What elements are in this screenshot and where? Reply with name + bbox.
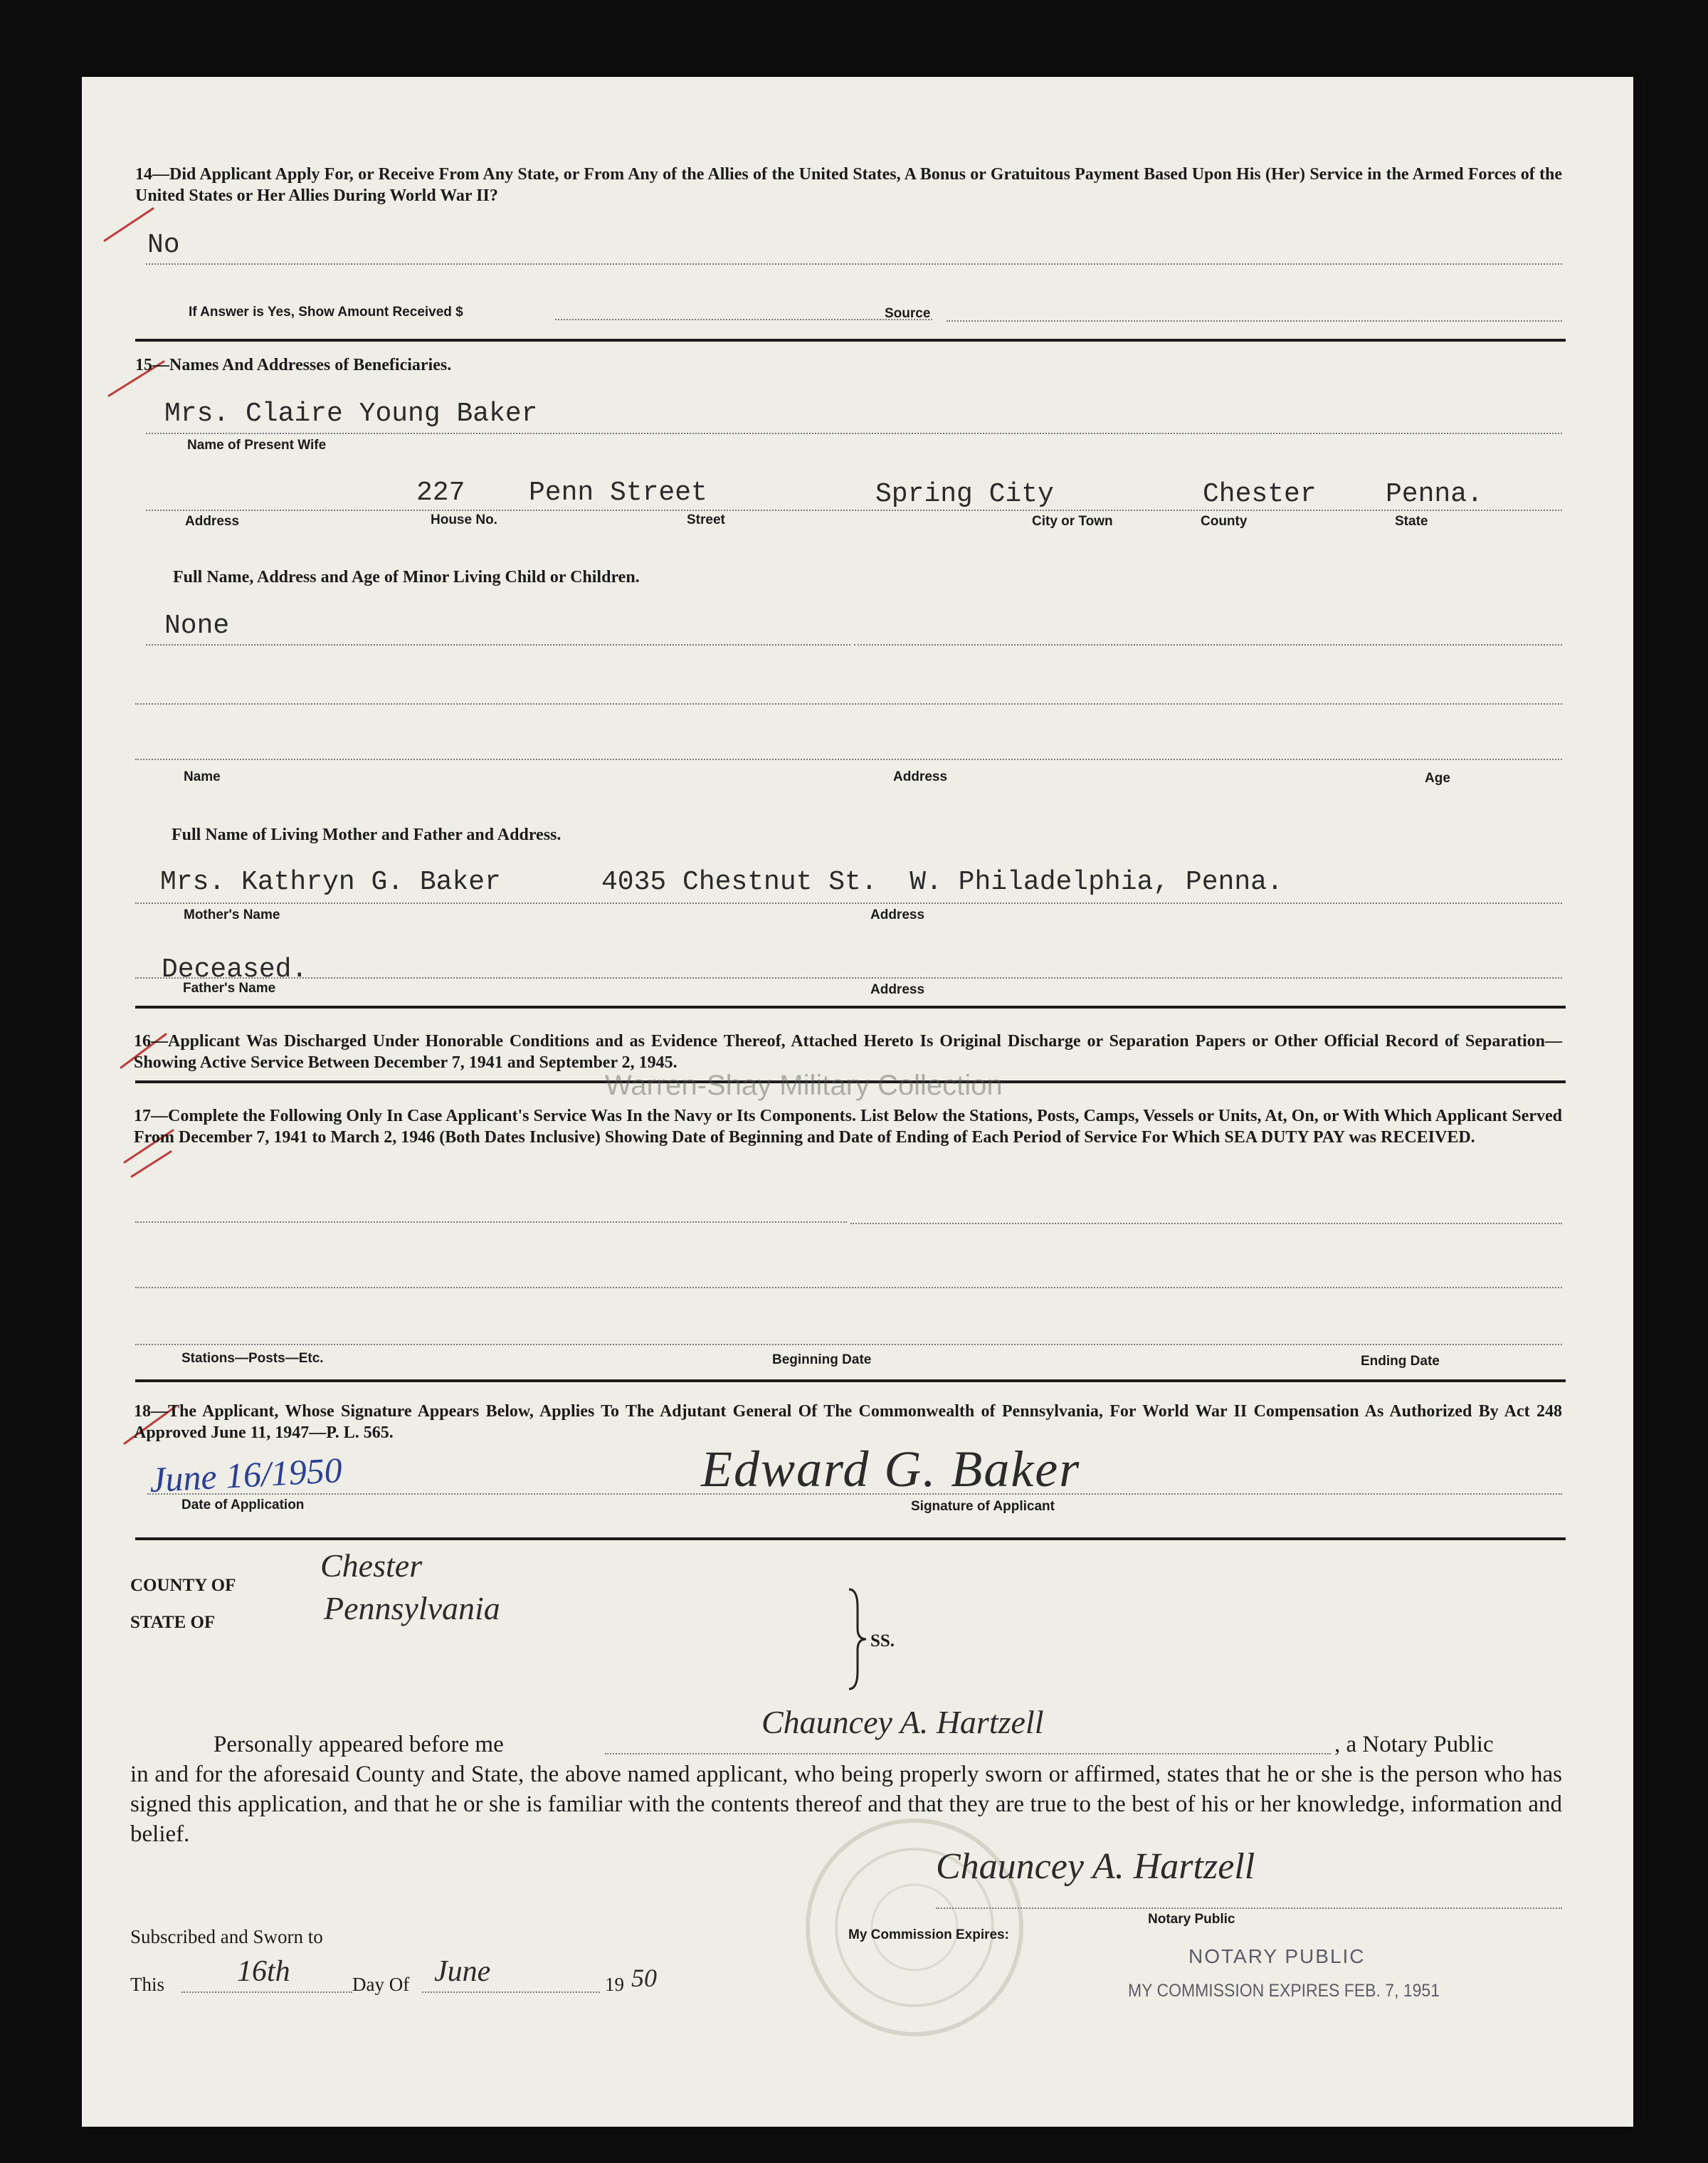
line xyxy=(146,644,850,646)
house-no-label: House No. xyxy=(431,512,497,527)
affirmation-paragraph: in and for the aforesaid County and State, the above named applicant, who being properly sworn or affirmed, states that he or she is the person who has signed this application, and that he or she is familiar with the contents thereof and that they are true to the best of his or her knowledge, information and belief. xyxy=(130,1762,1562,1847)
question-17: 17—Complete the Following Only In Case Applicant's Service Was In the Navy or Its Components. List Below the Stations, Posts, Camps, Vessels or Units, At, On, or With Which Applicant Served From December 7, 1941 to March 2, 1946 (Both Dates Inclusive) Showing Date of Beginning and Date of Ending of Each Period of Service For Which SEA DUTY PAY was RECEIVED. xyxy=(134,1107,1562,1147)
q14-answer: No xyxy=(147,230,180,260)
house-no: 227 xyxy=(416,478,465,508)
mother-name: Mrs. Kathryn G. Baker xyxy=(160,867,501,898)
year-prefix: 19 xyxy=(605,1974,624,1995)
line xyxy=(146,433,1562,434)
father-address-label: Address xyxy=(870,982,925,997)
question-number: 18 xyxy=(134,1402,151,1421)
question-number: 14 xyxy=(135,165,152,184)
question-text: Names And Addresses of Beneficiaries. xyxy=(169,356,452,374)
section-rule xyxy=(135,1006,1566,1009)
year-handwritten: 50 xyxy=(631,1964,657,1992)
source-line xyxy=(947,320,1562,322)
question-text: Did Applicant Apply For, or Receive From Any State, or From Any of the Allies of the United States, A Bonus or Gratuitous Payment Based Upon His (Her) Service in the Armed Forces of the United States or Her Allies During World War II? xyxy=(135,165,1562,205)
question-number: 15 xyxy=(135,356,152,374)
line xyxy=(135,759,1562,760)
line xyxy=(850,1223,1562,1224)
commission-label: My Commission Expires: xyxy=(848,1927,1009,1942)
notary-public-phrase: , a Notary Public xyxy=(1334,1732,1494,1757)
personally-appeared: Personally appeared before me xyxy=(214,1732,504,1757)
line xyxy=(854,644,1562,646)
notary-signature-line xyxy=(936,1907,1562,1909)
section-rule xyxy=(135,1379,1566,1382)
street-label: Street xyxy=(687,512,725,527)
county-label: County xyxy=(1201,514,1248,529)
line xyxy=(135,977,1562,979)
street: Penn Street xyxy=(529,478,707,508)
line xyxy=(135,703,1562,705)
line xyxy=(146,510,1562,511)
state-label: State xyxy=(1395,514,1428,529)
notary-signature: Chauncey A. Hartzell xyxy=(936,1846,1255,1887)
amount-line xyxy=(555,319,932,320)
question-number: 16 xyxy=(134,1032,151,1051)
state: Penna. xyxy=(1386,479,1483,510)
child-address-label: Address xyxy=(893,769,948,784)
date-of-application-handwritten: June 16/1950 xyxy=(148,1449,344,1500)
date-label: Date of Application xyxy=(181,1498,305,1512)
mother-address-label: Address xyxy=(870,907,925,922)
ending-date-label: Ending Date xyxy=(1361,1354,1440,1369)
section-rule xyxy=(135,339,1566,342)
county-label: COUNTY OF xyxy=(130,1576,236,1595)
city: Spring City xyxy=(875,479,1054,510)
city-label: City or Town xyxy=(1032,514,1113,529)
application-page xyxy=(82,77,1633,2127)
state-handwritten: Pennsylvania xyxy=(324,1590,500,1626)
father-name: Deceased. xyxy=(162,954,308,985)
children-answer: None xyxy=(164,611,230,641)
mother-label: Mother's Name xyxy=(184,907,280,922)
child-age-label: Age xyxy=(1425,771,1450,786)
state-label: STATE OF xyxy=(130,1613,216,1632)
notary-name-line xyxy=(605,1753,1331,1754)
question-text: Complete the Following Only In Case Applicant's Service Was In the Navy or Its Components. List Below the Stations, Posts, Camps, Vessels or Units, At, On, or With Which Applicant Served From December 7, 1941 to March 2, 1946 (Both Dates Inclusive) Showing Date of Beginning and Date of Ending of Each Period of Service For Which SEA DUTY PAY was RECEIVED. xyxy=(134,1107,1562,1147)
question-number: 17 xyxy=(134,1107,151,1125)
subscribed-label: Subscribed and Sworn to xyxy=(130,1926,323,1947)
question-text: Applicant Was Discharged Under Honorable Conditions and as Evidence Thereof, Attached Hereto Is Original Discharge or Separation Papers or Other Official Record of Separation—Showing Active Service Between December 7, 1941 and September 2, 1945. xyxy=(134,1032,1562,1072)
address-label: Address xyxy=(185,514,240,529)
question-16: 16—Applicant Was Discharged Under Honorable Conditions and as Evidence Thereof, Attached Hereto Is Original Discharge or Separation Papers or Other Official Record of Separation—Showing Active Service Between December 7, 1941 and September 2, 1945. xyxy=(134,1032,1562,1072)
line xyxy=(135,902,1562,904)
line xyxy=(135,1344,1562,1345)
wife-label: Name of Present Wife xyxy=(187,438,327,453)
mother-address: 4035 Chestnut St. W. Philadelphia, Penna. xyxy=(601,867,1283,898)
question-14: 14—Did Applicant Apply For, or Receive From Any State, or From Any of the Allies of the United States, A Bonus or Gratuitous Payment Based Upon His (Her) Service in the Armed Forces of the United States or Her Allies During World War II? xyxy=(135,165,1562,205)
brace-icon xyxy=(843,1586,872,1693)
day-line xyxy=(181,1991,352,1993)
county-handwritten: Chester xyxy=(320,1547,423,1584)
stamp-line-2: MY COMMISSION EXPIRES FEB. 7, 1951 xyxy=(1128,1981,1440,2001)
child-name-label: Name xyxy=(184,769,221,784)
question-18: 18—The Applicant, Whose Signature Appears Below, Applies To The Adjutant General Of The Commonwealth of Pennsylvania, For World War II Compensation As Authorized By Act 248 Approved June 11, 1947—P. L. 565. xyxy=(134,1402,1562,1442)
day-of-label: Day Of xyxy=(352,1974,410,1995)
line xyxy=(135,1221,847,1223)
notary-name-handwritten: Chauncey A. Hartzell xyxy=(761,1704,1044,1740)
stations-label: Stations—Posts—Etc. xyxy=(181,1351,324,1366)
line xyxy=(135,1287,1562,1288)
question-15: 15—Names And Addresses of Beneficiaries. xyxy=(135,356,452,374)
parents-heading: Full Name of Living Mother and Father and Address. xyxy=(172,826,562,844)
stamp-line-1: NOTARY PUBLIC xyxy=(1188,1945,1366,1967)
this-label: This xyxy=(130,1974,165,1995)
county: Chester xyxy=(1203,479,1317,510)
notary-public-label: Notary Public xyxy=(1148,1912,1235,1927)
watermark: Warren-Shay Military Collection xyxy=(605,1070,1003,1101)
answer-line xyxy=(146,263,1562,265)
ss-label: SS. xyxy=(870,1631,895,1651)
beginning-date-label: Beginning Date xyxy=(772,1352,872,1367)
signature-label: Signature of Applicant xyxy=(911,1499,1055,1514)
month-line xyxy=(422,1991,600,1993)
question-text: The Applicant, Whose Signature Appears Below, Applies To The Adjutant General Of The Commonwealth of Pennsylvania, For World War II Compensation As Authorized By Act 248 Approved June 11, 1947—P. L. 565. xyxy=(134,1402,1562,1442)
month-handwritten: June xyxy=(434,1955,491,1988)
applicant-signature: Edward G. Baker xyxy=(701,1441,1081,1498)
father-label: Father's Name xyxy=(183,981,276,996)
section-rule xyxy=(135,1537,1566,1540)
day-handwritten: 16th xyxy=(237,1955,290,1988)
wife-name: Mrs. Claire Young Baker xyxy=(164,399,538,429)
source-label: Source xyxy=(885,306,931,321)
amount-label: If Answer is Yes, Show Amount Received $ xyxy=(189,305,463,320)
children-heading: Full Name, Address and Age of Minor Living Child or Children. xyxy=(173,568,640,586)
